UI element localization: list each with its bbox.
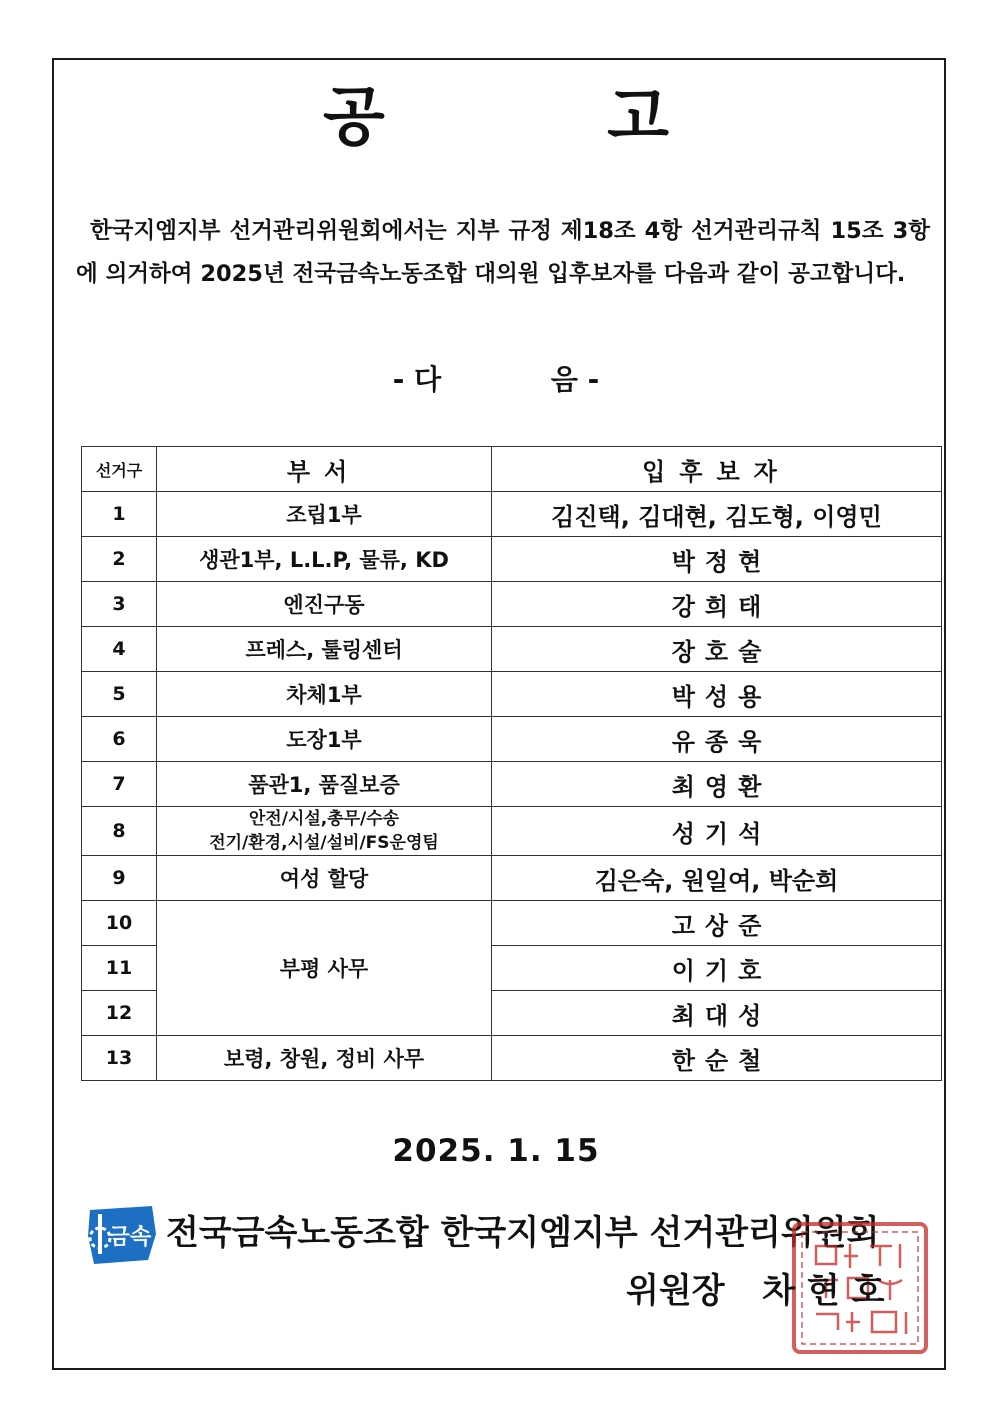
header-district: 선거구 bbox=[82, 447, 157, 492]
subheading bbox=[0, 360, 992, 400]
intro-paragraph: 한국지엠지부 선거관리위원회에서는 지부 규정 제18조 4항 선거관리규칙 15조 3항에 의거하여 2025년 전국금속노동조합 대의원 입후보자를 다음과 같이 공고합니다. bbox=[76, 218, 930, 287]
candidates-cell: 박정현 bbox=[492, 537, 942, 582]
candidates-cell: 유종욱 bbox=[492, 717, 942, 762]
district-number: 2 bbox=[82, 537, 157, 582]
department-line: 안전/시설,총무/수송 bbox=[248, 809, 400, 829]
department-cell bbox=[157, 807, 492, 856]
candidates-cell: 최영환 bbox=[492, 762, 942, 807]
chair-name: 차 현 호 bbox=[762, 1271, 885, 1311]
candidates-cell: 강희태 bbox=[492, 582, 942, 627]
district-number: 11 bbox=[82, 946, 157, 991]
candidates-cell: 최대성 bbox=[492, 991, 942, 1036]
department-line: 전기/환경,시설/설비/FS운영팀 bbox=[209, 833, 439, 853]
organization-name: 전국금속노동조합 한국지엠지부 선거관리위원회 bbox=[166, 1213, 880, 1253]
district-number: 5 bbox=[82, 672, 157, 717]
table-row bbox=[82, 627, 942, 672]
district-number: 12 bbox=[82, 991, 157, 1036]
district-number: 4 bbox=[82, 627, 157, 672]
district-number: 9 bbox=[82, 856, 157, 901]
district-number: 1 bbox=[82, 492, 157, 537]
candidates-cell: 김진택, 김대현, 김도형, 이영민 bbox=[492, 492, 942, 537]
subheading-right: 음 - bbox=[550, 363, 600, 396]
table-row bbox=[82, 717, 942, 762]
district-number: 7 bbox=[82, 762, 157, 807]
table-row bbox=[82, 807, 942, 856]
table-row bbox=[82, 856, 942, 901]
notice-title: 공 고 bbox=[323, 81, 769, 155]
chairperson-signature bbox=[626, 1268, 884, 1314]
district-number: 13 bbox=[82, 1036, 157, 1081]
candidates-cell: 이기호 bbox=[492, 946, 942, 991]
table-row bbox=[82, 537, 942, 582]
department-cell: 생관1부, L.L.P, 물류, KD bbox=[157, 537, 492, 582]
district-number: 6 bbox=[82, 717, 157, 762]
header-candidates: 입후보자 bbox=[492, 447, 942, 492]
department-cell: 조립1부 bbox=[157, 492, 492, 537]
union-logo-icon bbox=[86, 1204, 158, 1266]
department-cell: 부평 사무 bbox=[157, 901, 492, 1036]
logo-text: 금속 bbox=[108, 1225, 152, 1250]
table-row bbox=[82, 901, 942, 946]
department-cell: 품관1, 품질보증 bbox=[157, 762, 492, 807]
chair-title: 위원장 bbox=[626, 1271, 725, 1311]
table-header-row bbox=[82, 447, 942, 492]
candidate-table bbox=[81, 446, 942, 1081]
district-number: 10 bbox=[82, 901, 157, 946]
candidates-cell: 김은숙, 원일여, 박순희 bbox=[492, 856, 942, 901]
candidates-cell: 장호술 bbox=[492, 627, 942, 672]
department-cell: 엔진구동 bbox=[157, 582, 492, 627]
candidates-cell: 한순철 bbox=[492, 1036, 942, 1081]
table-row bbox=[82, 492, 942, 537]
district-number: 8 bbox=[82, 807, 157, 856]
candidates-cell: 성기석 bbox=[492, 807, 942, 856]
department-cell: 프레스, 툴링센터 bbox=[157, 627, 492, 672]
department-cell: 도장1부 bbox=[157, 717, 492, 762]
table-row bbox=[82, 672, 942, 717]
district-number: 3 bbox=[82, 582, 157, 627]
department-cell: 보령, 창원, 정비 사무 bbox=[157, 1036, 492, 1081]
department-cell: 여성 할당 bbox=[157, 856, 492, 901]
table-row bbox=[82, 1036, 942, 1081]
table-row bbox=[82, 582, 942, 627]
subheading-left: - 다 bbox=[392, 363, 442, 396]
table-row bbox=[82, 762, 942, 807]
header-department: 부서 bbox=[157, 447, 492, 492]
candidates-cell: 고상준 bbox=[492, 901, 942, 946]
candidates-cell: 박성용 bbox=[492, 672, 942, 717]
department-cell: 차체1부 bbox=[157, 672, 492, 717]
notice-date: 2025. 1. 15 bbox=[392, 1133, 600, 1169]
